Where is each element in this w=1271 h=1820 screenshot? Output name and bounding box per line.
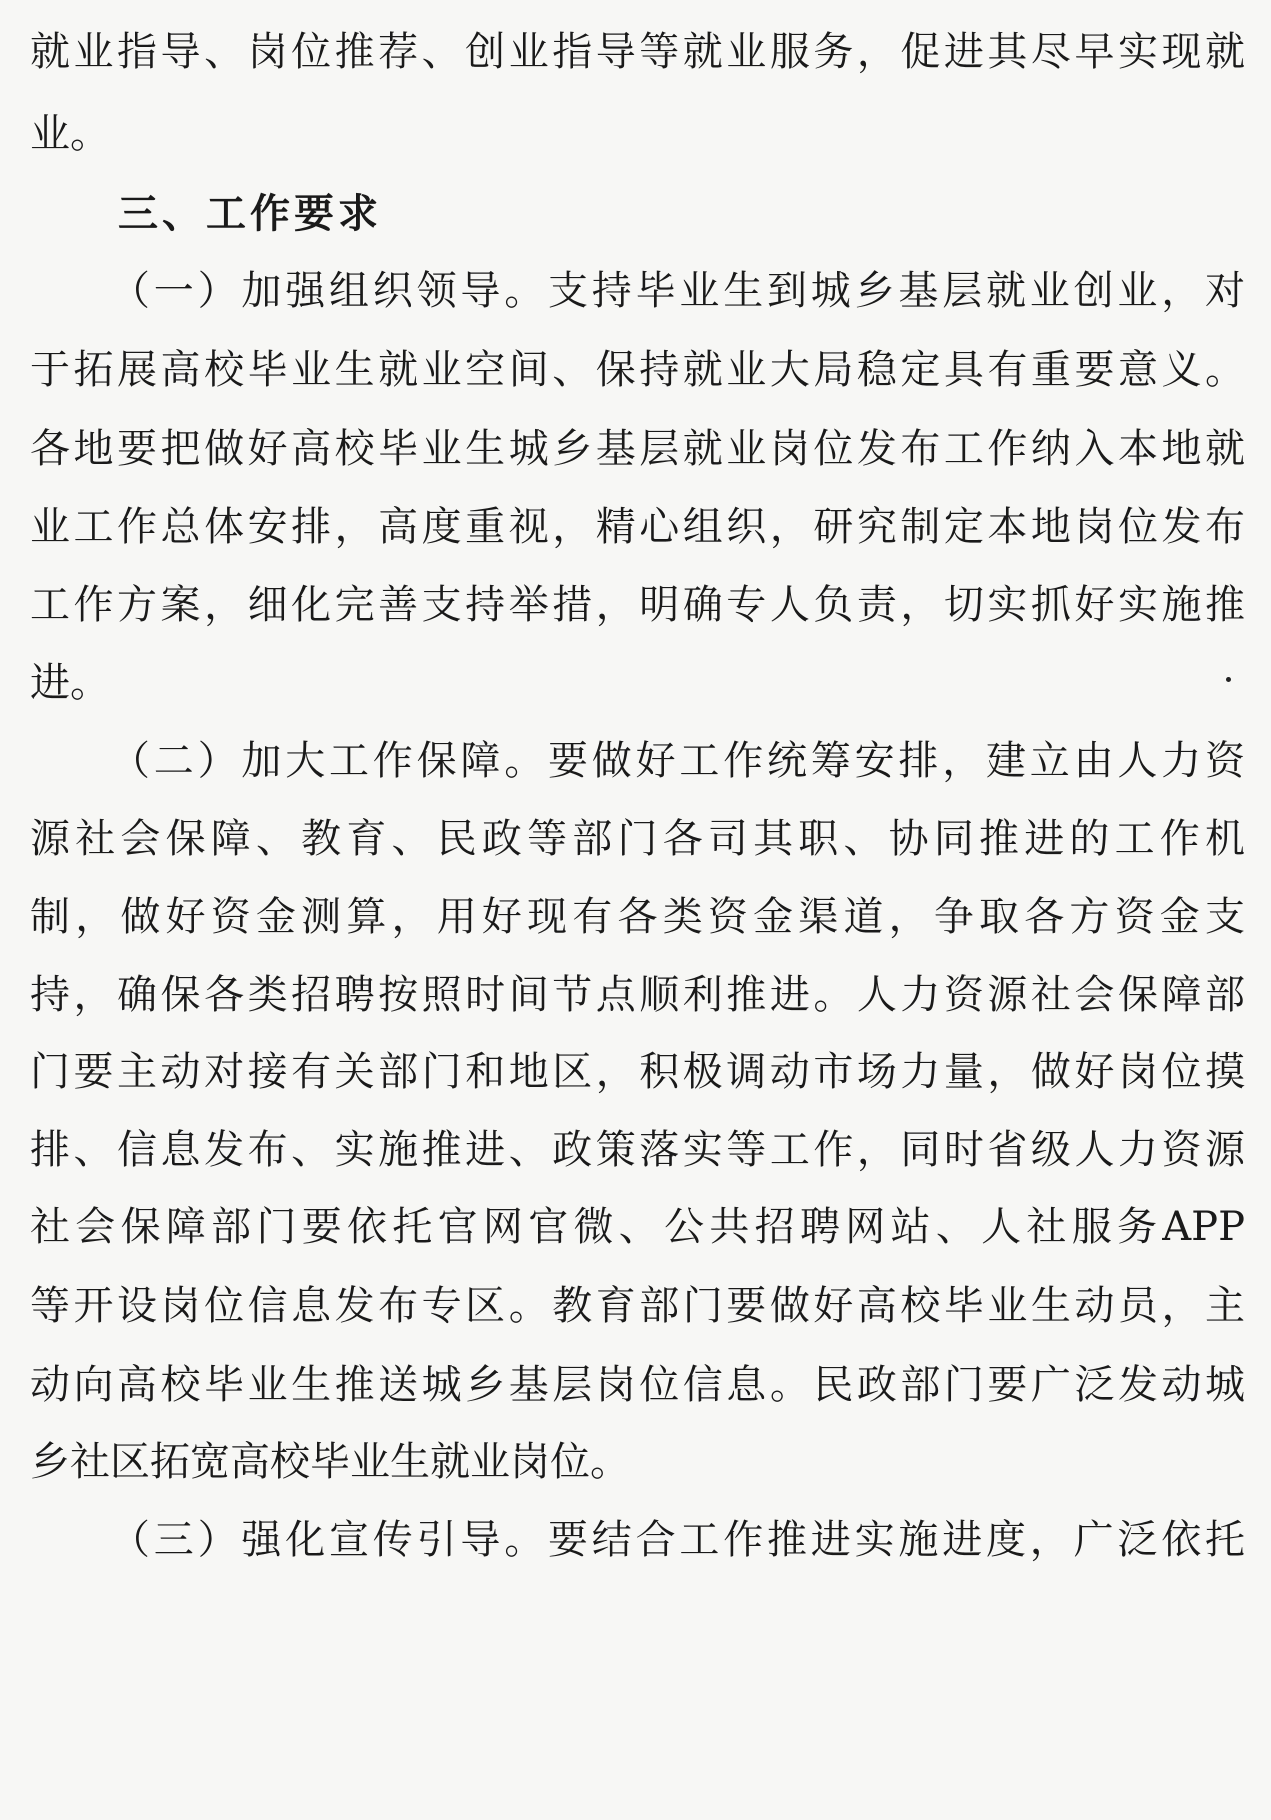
text-line: 乡社区拓宽高校毕业生就业岗位。 xyxy=(30,1439,630,1485)
text-line: 动向高校毕业生推送城乡基层岗位信息。民政部门要广泛发动城 xyxy=(30,1362,1245,1408)
text-line: 等开设岗位信息发布专区。教育部门要做好高校毕业生动员，主 xyxy=(30,1283,1245,1329)
text-line: 就业指导、岗位推荐、创业指导等就业服务，促进其尽早实现就 xyxy=(30,29,1245,75)
text-line: 各地要把做好高校毕业生城乡基层就业岗位发布工作纳入本地就 xyxy=(30,426,1245,472)
text-line: 源社会保障、教育、民政等部门各司其职、协同推进的工作机 xyxy=(30,816,1245,862)
text-line: 社会保障部门要依托官网官微、公共招聘网站、人社服务APP xyxy=(30,1204,1245,1250)
text-line: 持，确保各类招聘按照时间节点顺利推进。人力资源社会保障部 xyxy=(30,972,1245,1018)
section-heading: 三、工作要求 xyxy=(118,191,382,237)
text-line: 排、信息发布、实施推进、政策落实等工作，同时省级人力资源 xyxy=(30,1127,1245,1173)
text-line: 于拓展高校毕业生就业空间、保持就业大局稳定具有重要意义。 xyxy=(30,347,1245,393)
text-line: 制，做好资金测算，用好现有各类资金渠道，争取各方资金支 xyxy=(30,894,1245,940)
text-line: 工作方案，细化完善支持举措，明确专人负责，切实抓好实施推 xyxy=(30,582,1245,628)
text-line: 门要主动对接有关部门和地区，积极调动市场力量，做好岗位摸 xyxy=(30,1049,1245,1095)
text-line: 业工作总体安排，高度重视，精心组织，研究制定本地岗位发布 xyxy=(30,504,1245,550)
text-line: 业。 xyxy=(30,111,110,157)
paragraph-first-line: （二）加大工作保障。要做好工作统筹安排，建立由人力资 xyxy=(110,738,1245,784)
scan-speck xyxy=(1226,677,1231,682)
paragraph-first-line: （一）加强组织领导。支持毕业生到城乡基层就业创业，对 xyxy=(110,268,1245,314)
text-line: 进。 xyxy=(30,660,110,706)
paragraph-first-line: （三）强化宣传引导。要结合工作推进实施进度，广泛依托 xyxy=(110,1517,1245,1563)
